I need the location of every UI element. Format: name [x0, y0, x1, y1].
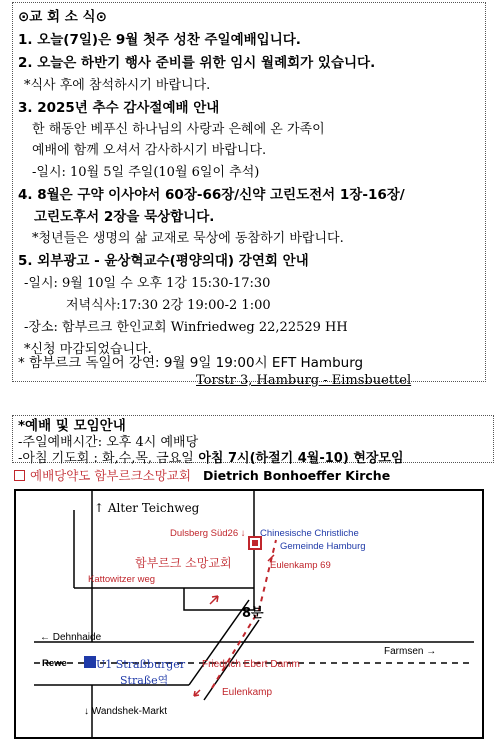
label-dulsberg: Dulsberg Süd26 ↓	[170, 528, 246, 539]
label-dehnhaide: ← Dehnhaide	[40, 632, 102, 643]
label-u1-station-2: Straße역	[120, 674, 169, 687]
worship-time: -주일예배시간: 오후 4시 예배당	[18, 435, 199, 450]
news-item-3-text1: 한 해동안 베푸신 하나님의 사랑과 은혜에 온 가족이	[32, 122, 325, 137]
label-friedrich-ebert-damm: Friedrich Ebert Damm	[202, 659, 300, 670]
news-item-4-cont: 고린도후서 2장을 묵상합니다.	[34, 209, 215, 225]
label-chinese1: Chinesische Christliche	[260, 528, 359, 539]
label-church: 함부르크 소망교회	[135, 556, 232, 570]
news-item-3-text2: 예배에 함께 오셔서 감사하시기 바랍니다.	[32, 143, 267, 158]
label-eulenkamp-69: Eulenkamp 69	[270, 560, 331, 571]
label-kattowitzer: Kattowitzer weg	[88, 574, 156, 585]
square-icon	[14, 470, 25, 481]
label-8min: 8분	[242, 606, 264, 621]
label-chinese2: Gemeinde Hamburg	[280, 541, 366, 552]
news-item-2-note: *식사 후에 참석하시기 바랍니다.	[24, 78, 211, 93]
label-u1-station-1: U1 Straßburger	[96, 658, 186, 671]
worship-title: *예배 및 모임안내	[18, 418, 126, 434]
news-item-5-closed: *신청 마감되었습니다.	[24, 342, 152, 357]
arrow-icon	[210, 596, 218, 604]
news-item-5-place: -장소: 함부르크 한인교회 Winfriedweg 22,22529 HH	[24, 320, 348, 335]
label-farmsen: Farmsen →	[384, 646, 437, 657]
label-wandsbek: ↓ Wandshek-Markt	[84, 706, 167, 717]
news-item-2: 2. 오늘은 하반기 행사 준비를 위한 임시 월례회가 있습니다.	[18, 55, 376, 71]
arrow-icon	[194, 690, 200, 696]
morning-prayer: -아침 기도회 : 화,수,목, 금요일 아침 7시(하절기 4월-10) 현장모임	[18, 451, 404, 466]
label-alter-teichweg: ↑ Alter Teichweg	[94, 501, 200, 515]
news-item-3: 3. 2025년 추수 감사절예배 안내	[18, 100, 220, 116]
news-item-4-note: *청년들은 생명의 삶 교재로 묵상에 동참하기 바랍니다.	[32, 231, 344, 246]
news-item-3-date: -일시: 10월 5일 주일(10월 6일이 추석)	[32, 165, 260, 180]
news-title: ⊙교 회 소 식⊙	[18, 9, 107, 25]
news-item-5: 5. 외부광고 - 윤상혁교수(평양의대) 강연회 안내	[18, 253, 309, 269]
news-item-1: 1. 오늘(7일)은 9월 첫주 성찬 주일예배입니다.	[18, 32, 301, 48]
news-item-5-date: -일시: 9월 10일 수 오후 1강 15:30-17:30	[24, 276, 271, 291]
map-title: 예배당약도 함부르크소망교회 Dietrich Bonhoeffer Kirche	[14, 466, 390, 484]
news-item-4: 4. 8월은 구약 이사야서 60장-66장/신약 고린도전서 1장-16장/	[18, 187, 405, 203]
station-marker	[84, 656, 96, 668]
news-lecture-address: Torstr 3, Hamburg - Eimsbuettel	[196, 373, 412, 388]
label-rewe: Rewe	[42, 658, 67, 669]
label-eulenkamp: Eulenkamp	[222, 687, 273, 698]
news-item-5-dinner: 저녁식사:17:30 2강 19:00-2 1:00	[66, 298, 271, 313]
news-lecture: * 함부르크 독일어 강연: 9월 9일 19:00시 EFT Hamburg	[18, 355, 364, 371]
